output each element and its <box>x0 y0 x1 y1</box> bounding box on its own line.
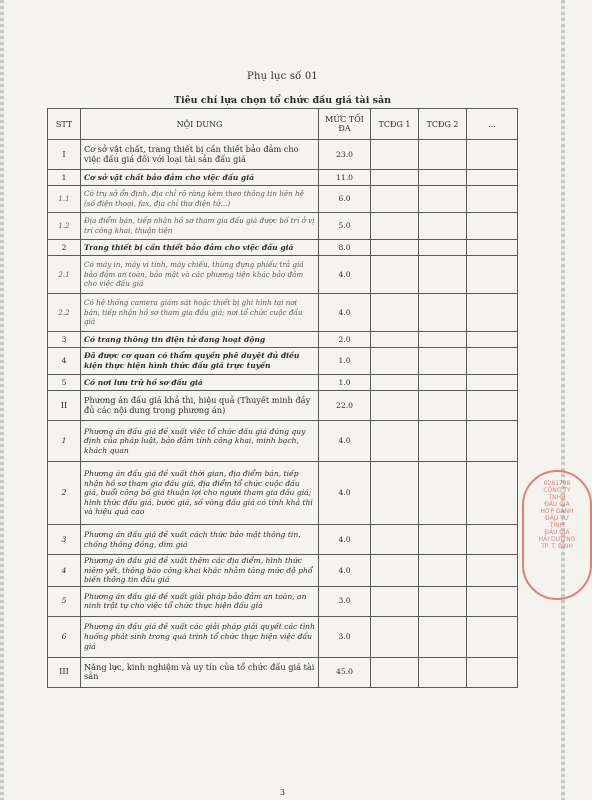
row-max-score: 4.0 <box>319 294 371 332</box>
row-tcdg2-cell <box>419 421 467 462</box>
table-row <box>48 186 518 213</box>
row-tcdg2-cell <box>419 348 467 375</box>
row-max-score: 4.0 <box>319 462 371 525</box>
row-tcdg2-cell <box>419 375 467 391</box>
row-tcdg1-cell <box>371 462 419 525</box>
header-content: NỘI DUNG <box>81 109 319 140</box>
row-tcdg1-cell <box>371 375 419 391</box>
row-tcdg1-cell <box>371 332 419 348</box>
row-tcdg2-cell <box>419 332 467 348</box>
row-content: Có nơi lưu trữ hồ sơ đấu giá <box>81 375 319 391</box>
row-more-cell <box>467 170 518 186</box>
row-more-cell <box>467 421 518 462</box>
row-more-cell <box>467 294 518 332</box>
table-row <box>48 256 518 294</box>
row-stt: 2 <box>48 462 81 525</box>
row-more-cell <box>467 348 518 375</box>
row-stt: 5 <box>48 375 81 391</box>
row-max-score: 23.0 <box>319 140 371 170</box>
row-stt: 3 <box>48 332 81 348</box>
row-tcdg1-cell <box>371 294 419 332</box>
row-more-cell <box>467 186 518 213</box>
row-max-score: 4.0 <box>319 256 371 294</box>
scan-edge-right <box>561 0 565 800</box>
seal-text-line: ĐẤU GIÁ <box>544 501 570 508</box>
row-more-cell <box>467 616 518 657</box>
scan-edge-left <box>0 0 4 800</box>
row-more-cell <box>467 240 518 256</box>
seal-text-line: TỈNH <box>549 522 565 529</box>
row-tcdg2-cell <box>419 525 467 555</box>
row-tcdg2-cell <box>419 555 467 587</box>
row-tcdg2-cell <box>419 294 467 332</box>
page-number: 3 <box>279 788 286 797</box>
seal-text-line: ĐẤU GIÁ <box>544 529 570 536</box>
row-more-cell <box>467 375 518 391</box>
row-max-score: 1.0 <box>319 375 371 391</box>
row-content: Có trang thông tin điện tử đang hoạt động <box>81 332 319 348</box>
table-row <box>48 555 518 587</box>
row-content: Đã được cơ quan có thẩm quyền phê duyệt đủ điều kiện thực hiện hình thức đấu giá trực tuyến <box>81 348 319 375</box>
row-stt: 4 <box>48 348 81 375</box>
row-more-cell <box>467 391 518 421</box>
row-tcdg1-cell <box>371 586 419 616</box>
row-content: Có máy in, máy vi tính, máy chiếu, thùng đựng phiếu trả giá bảo đảm an toàn, bảo mật và các phương tiện khác bảo đảm cho việc đấu giá <box>81 256 319 294</box>
company-seal <box>522 470 592 600</box>
row-tcdg1-cell <box>371 186 419 213</box>
row-tcdg1-cell <box>371 170 419 186</box>
row-content: Phương án đấu giá đề xuất các giải pháp giải quyết các tình huống phát sinh trong quá trình tổ chức thực hiện việc đấu giá <box>81 616 319 657</box>
row-stt: II <box>48 391 81 421</box>
seal-text-line: HẢI DƯƠNG <box>538 536 576 543</box>
table-row <box>48 462 518 525</box>
table-row <box>48 294 518 332</box>
row-tcdg2-cell <box>419 186 467 213</box>
row-tcdg1-cell <box>371 348 419 375</box>
row-tcdg1-cell <box>371 140 419 170</box>
row-tcdg1-cell <box>371 256 419 294</box>
row-more-cell <box>467 332 518 348</box>
row-stt: 2 <box>48 240 81 256</box>
header-max-score: MỨC TỐI ĐA <box>319 109 371 140</box>
table-row <box>48 391 518 421</box>
table-row <box>48 213 518 240</box>
row-tcdg2-cell <box>419 586 467 616</box>
row-stt: 1 <box>48 170 81 186</box>
row-tcdg2-cell <box>419 462 467 525</box>
row-max-score: 3.0 <box>319 586 371 616</box>
row-tcdg1-cell <box>371 421 419 462</box>
row-max-score: 3.0 <box>319 616 371 657</box>
seal-text-line: TNHH <box>548 494 566 501</box>
header-stt: STT <box>48 109 81 140</box>
row-content: Trang thiết bị cần thiết bảo đảm cho việc đấu giá <box>81 240 319 256</box>
row-tcdg2-cell <box>419 256 467 294</box>
row-tcdg1-cell <box>371 240 419 256</box>
row-tcdg1-cell <box>371 616 419 657</box>
table-row <box>48 332 518 348</box>
seal-text-line: TP. T. BÌNH <box>541 543 573 550</box>
row-max-score: 5.0 <box>319 213 371 240</box>
row-content: Phương án đấu giá đề xuất cách thức bảo mật thông tin, chống thông đồng, dìm giá <box>81 525 319 555</box>
row-content: Phương án đấu giá đề xuất thêm các địa điểm, hình thức niêm yết, thông báo công khai khác nhằm tăng mức độ phổ biến thông tin đấu giá <box>81 555 319 587</box>
row-max-score: 6.0 <box>319 186 371 213</box>
row-stt: 6 <box>48 616 81 657</box>
table-row <box>48 421 518 462</box>
table-row <box>48 616 518 657</box>
row-stt: III <box>48 657 81 687</box>
row-more-cell <box>467 213 518 240</box>
appendix-title: Phụ lục số 01 <box>247 71 318 82</box>
criteria-table <box>47 108 518 688</box>
row-tcdg2-cell <box>419 657 467 687</box>
header-more: ... <box>467 109 518 140</box>
row-stt: 1.1 <box>48 186 81 213</box>
row-stt: I <box>48 140 81 170</box>
row-stt: 5 <box>48 586 81 616</box>
table-title: Tiêu chí lựa chọn tổ chức đấu giá tài sản <box>173 95 392 106</box>
row-tcdg1-cell <box>371 555 419 587</box>
row-more-cell <box>467 586 518 616</box>
row-tcdg1-cell <box>371 657 419 687</box>
row-more-cell <box>467 657 518 687</box>
row-content: Phương án đấu giá đề xuất việc tổ chức đấu giá đúng quy định của pháp luật, bảo đảm tính công khai, minh bạch, khách quan <box>81 421 319 462</box>
seal-text-line: ĐẦU TƯ <box>545 515 569 522</box>
row-tcdg2-cell <box>419 240 467 256</box>
row-content: Cơ sở vật chất, trang thiết bị cần thiết bảo đảm cho việc đấu giá đối với loại tài sản đấu giá <box>81 140 319 170</box>
row-max-score: 4.0 <box>319 525 371 555</box>
row-tcdg2-cell <box>419 170 467 186</box>
row-content: Phương án đấu giá đề xuất thời gian, địa điểm bán, tiếp nhận hồ sơ tham gia đấu giá, địa điểm tổ chức cuộc đấu giá, buổi công bố giá thuận lợi cho người tham gia đấu giá; hình thức đấu giá, bước giá, số vòng đấu giá có tính khả thi và hiệu quả cao <box>81 462 319 525</box>
header-tcdg2: TCĐG 2 <box>419 109 467 140</box>
row-max-score: 4.0 <box>319 555 371 587</box>
row-more-cell <box>467 462 518 525</box>
row-content: Địa điểm bán, tiếp nhận hồ sơ tham gia đấu giá được bố trí ở vị trí công khai, thuận tiện <box>81 213 319 240</box>
row-tcdg1-cell <box>371 213 419 240</box>
row-content: Cơ sở vật chất bảo đảm cho việc đấu giá <box>81 170 319 186</box>
row-max-score: 22.0 <box>319 391 371 421</box>
row-stt: 2.2 <box>48 294 81 332</box>
row-max-score: 11.0 <box>319 170 371 186</box>
table-row <box>48 348 518 375</box>
row-content: Phương án đấu giá khả thi, hiệu quả (Thuyết minh đầy đủ các nội dung trong phương án) <box>81 391 319 421</box>
row-tcdg2-cell <box>419 213 467 240</box>
table-row <box>48 657 518 687</box>
row-more-cell <box>467 555 518 587</box>
seal-text-line: 0281798 <box>543 480 571 487</box>
seal-text-line: CÔNG TY <box>543 487 571 494</box>
row-max-score: 8.0 <box>319 240 371 256</box>
row-tcdg1-cell <box>371 391 419 421</box>
table-row <box>48 140 518 170</box>
row-stt: 2.1 <box>48 256 81 294</box>
criteria-body <box>48 140 518 688</box>
table-row <box>48 586 518 616</box>
table-row <box>48 375 518 391</box>
table-row <box>48 170 518 186</box>
table-header-row <box>48 109 518 140</box>
row-stt: 4 <box>48 555 81 587</box>
row-more-cell <box>467 256 518 294</box>
row-more-cell <box>467 140 518 170</box>
row-content: Có trụ sở ổn định, địa chỉ rõ ràng kèm theo thông tin liên hệ (số điện thoại, fax, địa chỉ thư điện tử...) <box>81 186 319 213</box>
table-row <box>48 240 518 256</box>
row-tcdg2-cell <box>419 140 467 170</box>
row-more-cell <box>467 525 518 555</box>
row-max-score: 45.0 <box>319 657 371 687</box>
row-tcdg2-cell <box>419 391 467 421</box>
row-max-score: 1.0 <box>319 348 371 375</box>
row-stt: 3 <box>48 525 81 555</box>
row-content: Năng lực, kinh nghiệm và uy tín của tổ chức đấu giá tài sản <box>81 657 319 687</box>
row-stt: 1.2 <box>48 213 81 240</box>
row-content: Có hệ thống camera giám sát hoặc thiết bị ghi hình tại nơi bán, tiếp nhận hồ sơ tham gia đấu giá; nơi tổ chức cuộc đấu giá <box>81 294 319 332</box>
row-tcdg2-cell <box>419 616 467 657</box>
row-content: Phương án đấu giá đề xuất giải pháp bảo đảm an toàn, an ninh trật tự cho việc tổ chức thực hiện đấu giá <box>81 586 319 616</box>
header-tcdg1: TCĐG 1 <box>371 109 419 140</box>
row-tcdg1-cell <box>371 525 419 555</box>
row-max-score: 2.0 <box>319 332 371 348</box>
table-row <box>48 525 518 555</box>
row-max-score: 4.0 <box>319 421 371 462</box>
seal-text-line: HỢP DANH <box>540 508 574 515</box>
row-stt: 1 <box>48 421 81 462</box>
